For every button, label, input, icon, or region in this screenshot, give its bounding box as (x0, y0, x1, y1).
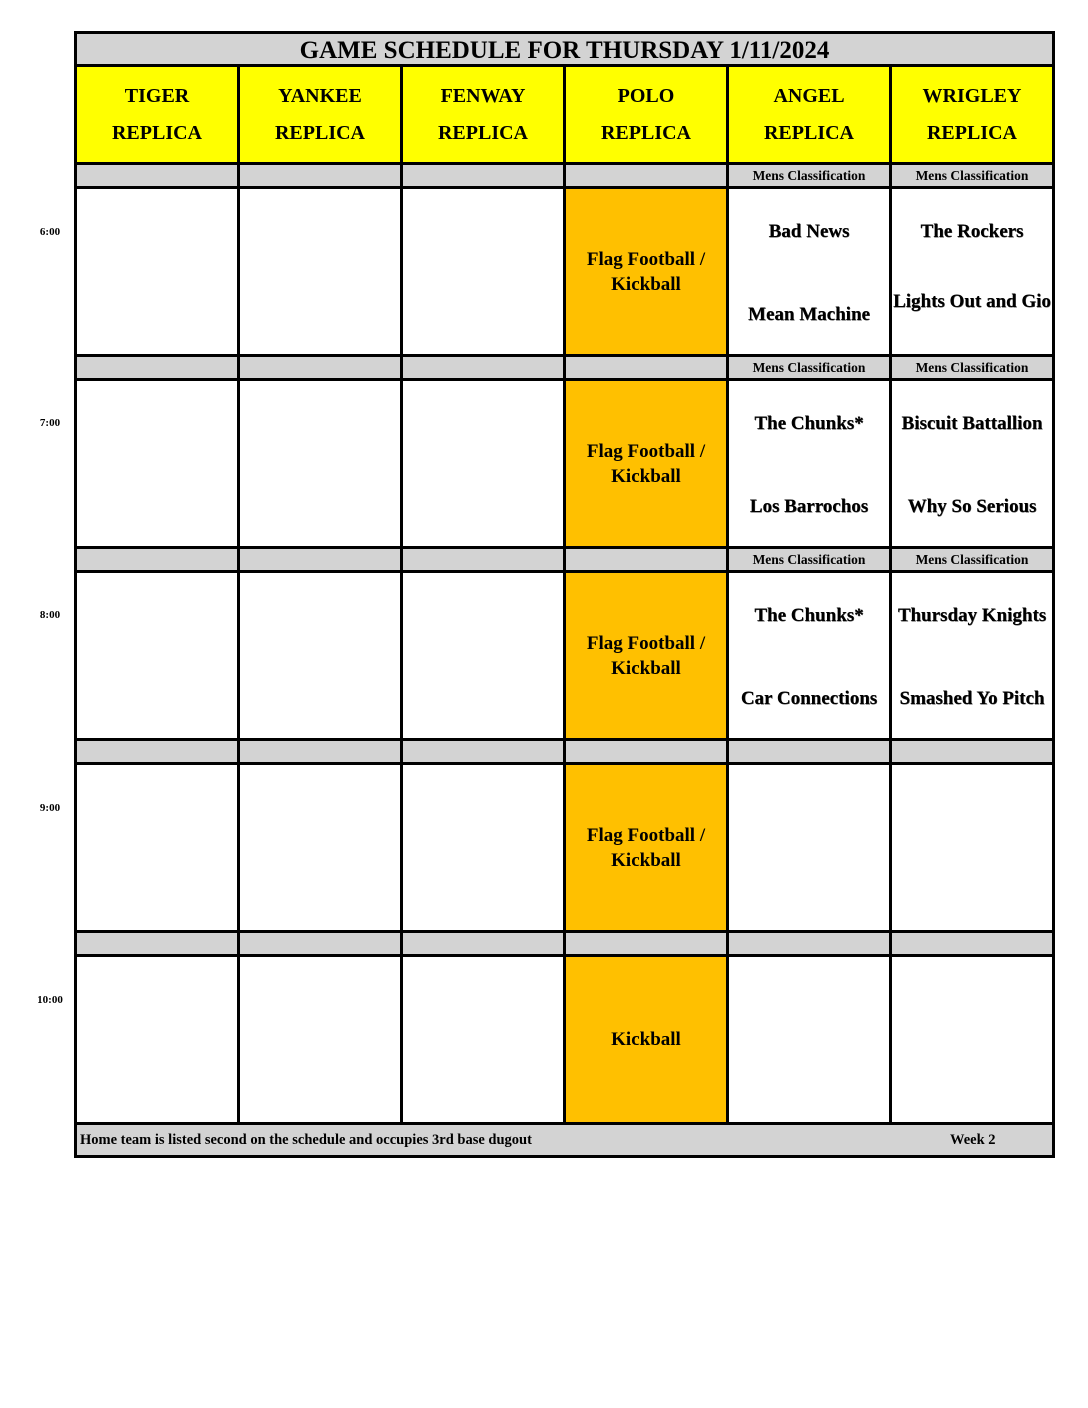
empty-cell (403, 381, 563, 546)
empty-cell (403, 189, 563, 354)
empty-cell (240, 765, 400, 930)
field-name: WRIGLEY (922, 84, 1022, 107)
matchup-cell-wrigley (892, 189, 1052, 354)
time-label: 9:00 (39, 802, 61, 814)
empty-cell (77, 957, 237, 1122)
polo-activity: Flag Football / Kickball (566, 189, 726, 354)
away-team: Bad News (768, 221, 850, 242)
field-sub: REPLICA (111, 121, 202, 144)
time-label: 10:00 (37, 994, 63, 1006)
classification-label (240, 357, 400, 378)
page-title: GAME SCHEDULE FOR THURSDAY 1/11/2024 (77, 34, 1052, 67)
classification-label (240, 165, 400, 186)
polo-activity: Kickball (566, 957, 726, 1122)
footer-note: Home team is listed second on the schedule and occupies 3rd base dugout (80, 1131, 532, 1148)
home-team: Why So Serious (907, 496, 1037, 517)
classification-label: Mens Classification (892, 549, 1052, 570)
home-team: Car Connections (740, 688, 878, 709)
empty-cell (240, 957, 400, 1122)
schedule-table (74, 31, 1055, 1158)
time-label: 8:00 (39, 609, 61, 621)
classification-label (77, 933, 237, 954)
field-header-angel (729, 67, 889, 162)
schedule-grid (77, 67, 1052, 1122)
home-team: Mean Machine (748, 304, 870, 325)
classification-label: Mens Classification (729, 549, 889, 570)
field-sub: REPLICA (274, 121, 365, 144)
classification-label (403, 165, 563, 186)
time-label: 6:00 (39, 226, 61, 238)
classification-label (566, 933, 726, 954)
matchup-cell-angel (729, 765, 889, 930)
field-sub: REPLICA (926, 121, 1017, 144)
classification-label: Mens Classification (892, 165, 1052, 186)
field-name: FENWAY (440, 84, 526, 107)
away-team: The Chunks* (754, 413, 864, 434)
matchup-cell-wrigley (892, 381, 1052, 546)
away-team: Biscuit Battallion (901, 413, 1043, 434)
classification-label: Mens Classification (729, 357, 889, 378)
home-team: Smashed Yo Pitch (899, 688, 1045, 709)
field-sub: REPLICA (763, 121, 854, 144)
matchup-cell-angel (729, 573, 889, 738)
empty-cell (240, 381, 400, 546)
home-team: Los Barrochos (749, 496, 869, 517)
classification-label (729, 741, 889, 762)
matchup-cell-wrigley (892, 765, 1052, 930)
classification-label (566, 549, 726, 570)
matchup-cell-wrigley (892, 957, 1052, 1122)
classification-label (403, 741, 563, 762)
field-header-polo (566, 67, 726, 162)
matchup-cell-angel (729, 957, 889, 1122)
field-header-fenway (403, 67, 563, 162)
classification-label (403, 549, 563, 570)
away-team: The Rockers (920, 221, 1024, 242)
polo-activity: Flag Football / Kickball (566, 381, 726, 546)
classification-label: Mens Classification (729, 165, 889, 186)
classification-label (240, 741, 400, 762)
field-name: TIGER (124, 84, 190, 107)
classification-label (566, 357, 726, 378)
empty-cell (77, 573, 237, 738)
classification-label: Mens Classification (892, 357, 1052, 378)
empty-cell (403, 957, 563, 1122)
empty-cell (77, 189, 237, 354)
field-name: YANKEE (278, 84, 362, 107)
classification-label (566, 165, 726, 186)
classification-label (77, 549, 237, 570)
empty-cell (240, 573, 400, 738)
classification-label (77, 165, 237, 186)
field-sub: REPLICA (437, 121, 528, 144)
away-team: Thursday Knights (897, 605, 1047, 626)
matchup-cell-wrigley (892, 573, 1052, 738)
polo-activity: Flag Football / Kickball (566, 573, 726, 738)
classification-label (77, 741, 237, 762)
empty-cell (403, 765, 563, 930)
classification-label (892, 933, 1052, 954)
matchup-cell-angel (729, 381, 889, 546)
away-team: The Chunks* (754, 605, 864, 626)
field-name: ANGEL (773, 84, 845, 107)
classification-label (892, 741, 1052, 762)
empty-cell (240, 189, 400, 354)
field-name: POLO (617, 84, 675, 107)
field-sub: REPLICA (600, 121, 691, 144)
time-label: 7:00 (39, 417, 61, 429)
classification-label (566, 741, 726, 762)
empty-cell (77, 381, 237, 546)
footer (77, 1122, 1052, 1155)
classification-label (403, 933, 563, 954)
field-header-wrigley (892, 67, 1052, 162)
polo-activity: Flag Football / Kickball (566, 765, 726, 930)
field-header-yankee (240, 67, 400, 162)
week-label: Week 2 (950, 1131, 996, 1148)
empty-cell (77, 765, 237, 930)
classification-label (240, 933, 400, 954)
empty-cell (403, 573, 563, 738)
classification-label (240, 549, 400, 570)
classification-label (77, 357, 237, 378)
classification-label (729, 933, 889, 954)
matchup-cell-angel (729, 189, 889, 354)
field-header-tiger (77, 67, 237, 162)
home-team: Lights Out and Gio (893, 291, 1051, 312)
classification-label (403, 357, 563, 378)
